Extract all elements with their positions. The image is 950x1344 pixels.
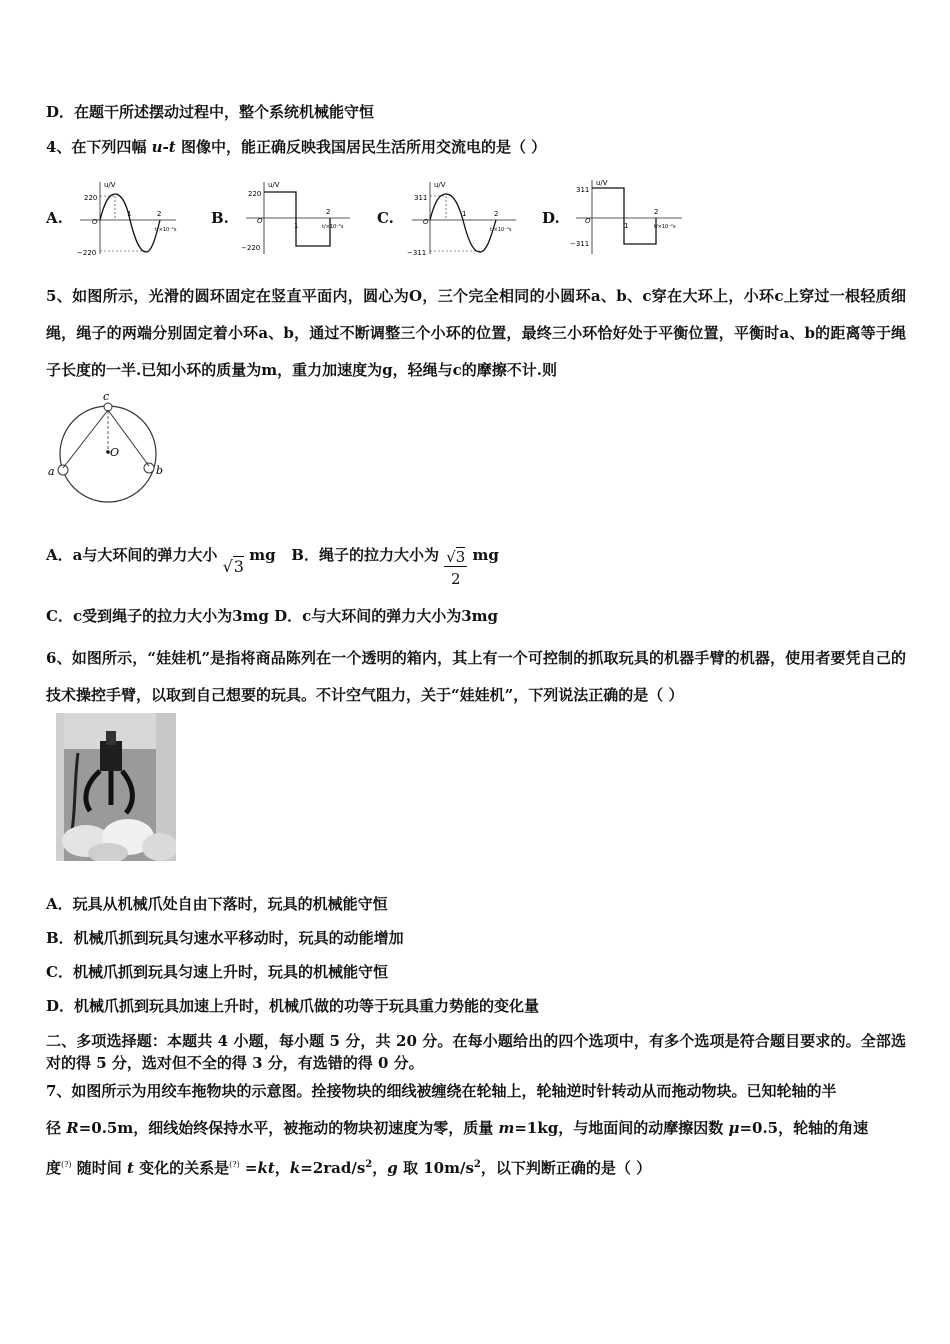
axis-x-label: t/×10⁻²s [654,224,676,230]
q5-options-cd: C．c受到绳子的拉力大小为3mg D．c与大环间的弹力大小为3mg [46,607,499,625]
q7-l2-a: 径 [46,1119,67,1137]
tick-2: 2 [494,210,499,218]
axis-y-label: u/V [434,181,446,189]
q4-stem-var: u-t [151,138,176,156]
q5-options-ab [46,536,499,588]
q7-var-mu: μ [728,1119,740,1137]
claw-motor [100,741,122,771]
q7-exp-1: 2 [365,1159,373,1170]
q7-exp-2: 2 [473,1159,481,1170]
q6-stem: 6、如图所示，“娃娃机”是指将商品陈列在一个透明的箱内，其上有一个可控制的抓取玩具的机器手臂的机器，使用者要凭自己的技术操控手臂，以取到自己想要的玩具。不计空气阻力，关于“娃娃机”，下列说法正确的是（ ） [46,649,906,704]
q5-option-a-sqrt: √3 [222,557,244,576]
q7-l2-c: =1kg，与地面间的动摩擦因数 [514,1119,729,1137]
top-value: 311 [576,186,590,194]
q5-option-b-numerator: √3 [446,548,466,566]
top-value: 311 [414,194,428,202]
q7-line-1: 7、如图所示为用绞车拖物块的示意图。拴接物块的细线被缠绕在轮轴上，轮轴逆时针转动从而拖动物块。已知轮轴的半 [46,1082,837,1100]
label-c: c [103,390,110,403]
tick-2: 2 [157,210,162,218]
origin-label: O [257,217,263,225]
top-value: 220 [248,190,262,198]
q7-var-t: t [127,1159,134,1177]
q7-l2-b: =0.5m，细线始终保持水平，被拖动的物块初速度为零，质量 [78,1119,499,1137]
bottom-value: −220 [241,244,261,252]
q7-l2-d: =0.5，轮轴的角速 [739,1119,869,1137]
q4-graph-d [568,176,690,258]
label-o: O [110,446,120,459]
tick-1: 1 [294,222,299,230]
axis-x-label: t/×10⁻²s [155,227,177,233]
rope-left [63,410,108,468]
q5-ring-figure [46,390,166,510]
tick-2: 2 [654,208,659,216]
q4-stem-after: 图像中，能正确反映我国居民生活所用交流电的是（ ） [175,138,547,156]
q4-graph-d-label: D. [542,209,560,227]
q4-graph-a [72,176,182,258]
axis-y-label: u/V [104,181,116,189]
q7-l3-a: 度 [46,1159,62,1177]
axis-y-label: u/V [268,181,280,189]
label-b: b [156,464,164,477]
origin-label: O [585,217,591,225]
q7-l3-h: 取 10m/s [397,1159,474,1177]
q7-var-m: m [498,1119,515,1137]
q7-l3-c: 变化的关系是 [133,1159,230,1177]
q7-var-kt: kt [257,1159,275,1177]
ring-b [144,463,154,473]
q4-graph-c [404,176,524,258]
q7-l3-b: 随时间 [71,1159,127,1177]
top-value: 220 [84,194,98,202]
q5-option-a-text: A．a与大环间的弹力大小 [46,546,218,564]
q7-l3-e: ， [274,1159,290,1177]
ring-c [104,403,112,411]
tick-2: 2 [326,208,331,216]
label-a: a [48,465,55,478]
tick-1: 1 [127,210,132,218]
q6-option-d: D．机械爪抓到玩具加速上升时，机械爪做的功等于玩具重力势能的变化量 [46,997,540,1015]
q7-omega-placeholder-1: (?) [61,1160,72,1169]
q6-option-a: A．玩具从机械爪处自由下落时，玩具的机械能守恒 [46,895,388,913]
q7-var-k: k [289,1159,301,1177]
q5-option-a-radicand: 3 [233,557,244,576]
claw-machine-image [56,713,176,861]
q4-stem [46,137,546,157]
q6-option-b: B．机械爪抓到玩具匀速水平移动时，玩具的动能增加 [46,929,404,947]
q5-option-b-text: B．绳子的拉力大小为 [291,546,439,564]
q4-stem-before: 4、在下列四幅 [46,138,152,156]
q5-option-b-radicand: 3 [455,548,466,566]
q4-graph-c-label: C. [377,209,394,227]
q7-line-2 [46,1118,868,1138]
q3-option-d: D．在题干所述摆动过程中，整个系统机械能守恒 [46,103,375,121]
q5-option-b-fraction [444,548,467,588]
q7-omega-placeholder-2: (?) [229,1160,240,1169]
tick-1: 1 [624,222,629,230]
q4-graph-b-label: B. [211,209,229,227]
q7-l3-i: ，以下判断正确的是（ ） [480,1159,652,1177]
axis-x-label: t/×10⁻²s [322,224,344,230]
axis-y-label: u/V [596,179,608,187]
q5-option-b-denominator: 2 [450,570,461,588]
q5-option-a-unit: mg [249,546,276,564]
ring-a [58,465,68,475]
q7-var-R: R [66,1119,79,1137]
sine-curve [430,194,499,252]
q7-l3-g: ， [372,1159,388,1177]
bottom-value: −311 [570,240,590,248]
q7-line-3 [46,1155,651,1178]
origin-label: O [423,218,429,226]
square-wave [592,188,659,244]
bottom-value: −220 [77,249,97,257]
bottom-value: −311 [407,249,427,257]
q4-graph-b [238,176,358,258]
q6-option-c: C．机械爪抓到玩具匀速上升时，玩具的机械能守恒 [46,963,388,981]
square-wave [264,192,330,246]
sine-curve [100,194,160,252]
q5-stem: 5、如图所示，光滑的圆环固定在竖直平面内，圆心为O，三个完全相同的小圆环a、b、c穿在大环上，小环c上穿过一根轻质细绳，绳子的两端分别固定着小环a、b，通过不断调整三个小环的位置，最终三小环恰好处于平衡位置，平衡时a、b的距离等于绳子长度的一半.已知小环的质量为m，重力加速度为g，轻绳与c的摩擦不计.则 [46,287,906,379]
q7-l3-d: = [239,1159,258,1177]
claw-machine-photo [56,713,176,861]
q5-option-b-unit: mg [472,546,499,564]
origin-label: O [92,218,98,226]
section-2-heading: 二、多项选择题：本题共 4 小题，每小题 5 分，共 20 分。在每小题给出的四个选项中，有多个选项是符合题目要求的。全部选对的得 5 分，选对但不全的得 3 分，有选错的得 0 分。 [46,1032,906,1072]
q7-l3-f: =2rad/s [300,1159,366,1177]
q7-var-g: g [387,1159,398,1177]
tick-1: 1 [462,210,467,218]
axis-x-label: t/×10⁻²s [490,227,512,233]
q4-graph-a-label: A. [46,209,63,227]
claw-rod [106,731,116,745]
